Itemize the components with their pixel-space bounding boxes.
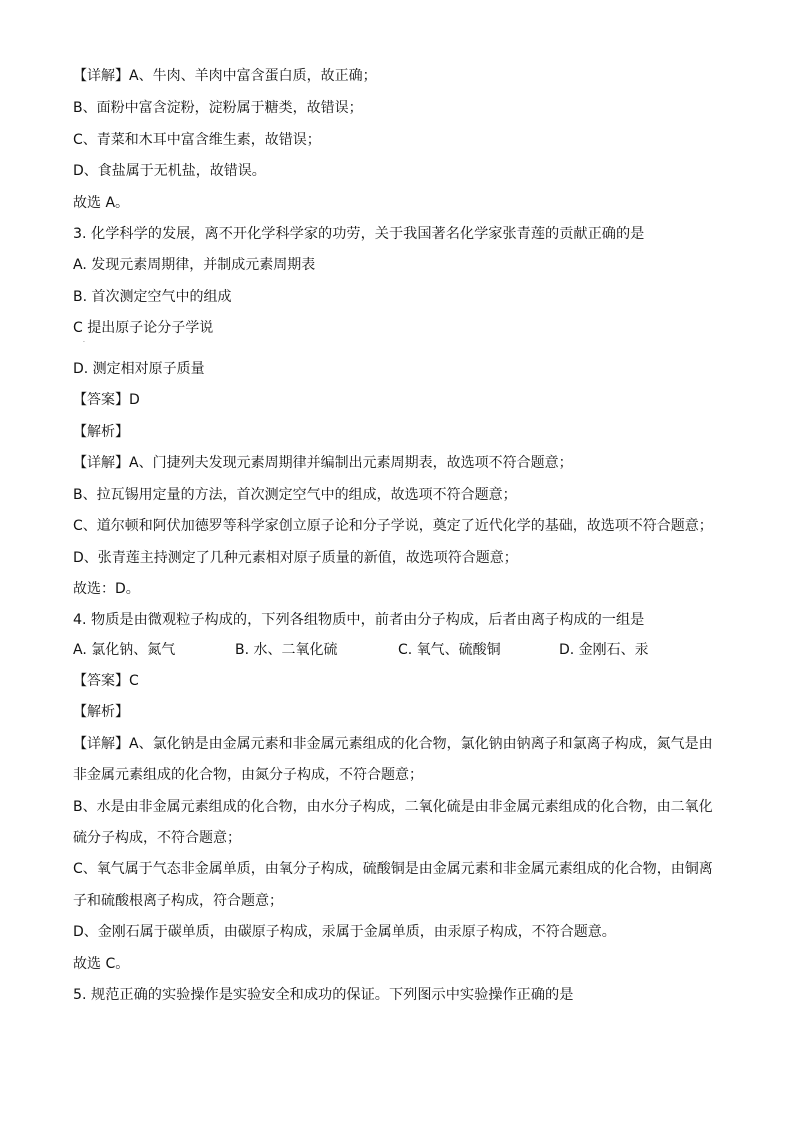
q5-stem: 5. 规范正确的实验操作是实验安全和成功的保证。下列图示中实验操作正确的是: [73, 987, 574, 1003]
q4-option-b: B. 水、二氧化硫: [235, 642, 338, 658]
q3-option-a: A. 发现元素周期律，并制成元素周期表: [73, 257, 316, 273]
q4-explain-c-line2: 子和硫酸根离子构成，符合题意；: [73, 893, 283, 909]
q4-explain-b-line1: B、水是由非金属元素组成的化合物，由水分子构成，二氧化硫是由非金属元素组成的化合物，由二氧化: [73, 799, 713, 815]
q3-explain-d: D、张青莲主持测定了几种元素相对原子质量的新值，故选项符合题意；: [73, 550, 518, 566]
q4-explain-d: D、金刚石属于碳单质，由碳原子构成，汞属于金属单质，由汞原子构成，不符合题意。: [73, 924, 616, 940]
q4-explain-b-line2: 硫分子构成，不符合题意；: [73, 830, 241, 846]
q3-answer: 【答案】D: [73, 392, 140, 408]
q2-explain-b: B、面粉中富含淀粉，淀粉属于糖类，故错误；: [73, 100, 363, 116]
q3-explain-b: B、拉瓦锡用定量的方法，首次测定空气中的组成，故选项不符合题意；: [73, 487, 517, 503]
q4-stem: 4. 物质是由微观粒子构成的，下列各组物质中，前者由分子构成，后者由离子构成的一组是: [73, 612, 645, 628]
q3-explain-a: 【详解】A、门捷列夫发现元素周期律并编制出元素周期表，故选项不符合题意；: [73, 455, 573, 471]
q4-explain-a-line1: 【详解】A、氯化钠是由金属元素和非金属元素组成的化合物，氯化钠由钠离子和氯离子构成，氮气是由: [73, 736, 713, 752]
q2-conclusion: 故选 A。: [73, 195, 130, 211]
q4-analysis-label: 【解析】: [73, 704, 129, 720]
q4-explain-a-line2: 非金属元素组成的化合物，由氮分子构成，不符合题意；: [73, 767, 423, 783]
q4-option-c: C. 氧气、硫酸铜: [398, 642, 501, 658]
q4-conclusion: 故选 C。: [73, 956, 130, 972]
q4-answer: 【答案】C: [73, 673, 139, 689]
q4-explain-c-line1: C、氧气属于气态非金属单质，由氧分子构成，硫酸铜是由金属元素和非金属元素组成的化合物，由铜离: [73, 861, 713, 877]
q3-option-c: C 提出原子论分子学说: [73, 320, 214, 336]
stray-mark: .: [83, 337, 85, 344]
q3-analysis-label: 【解析】: [73, 424, 129, 440]
q4-option-a: A. 氯化钠、氮气: [73, 642, 176, 658]
q3-conclusion: 故选：D。: [73, 581, 140, 597]
q3-option-d: D. 测定相对原子质量: [73, 361, 205, 377]
q2-explain-d: D、食盐属于无机盐，故错误。: [73, 163, 266, 179]
q4-option-d: D. 金刚石、汞: [559, 642, 649, 658]
q2-explain-c: C、青菜和木耳中富含维生素，故错误；: [73, 132, 321, 148]
q3-stem: 3. 化学科学的发展，离不开化学科学家的功劳，关于我国著名化学家张青莲的贡献正确的是: [73, 226, 645, 242]
q2-explain-a: 【详解】A、牛肉、羊肉中富含蛋白质，故正确；: [73, 68, 377, 84]
q3-explain-c: C、道尔顿和阿伏加德罗等科学家创立原子论和分子学说，奠定了近代化学的基础，故选项不符合题意；: [73, 518, 713, 534]
q3-option-b: B. 首次测定空气中的组成: [73, 289, 232, 305]
